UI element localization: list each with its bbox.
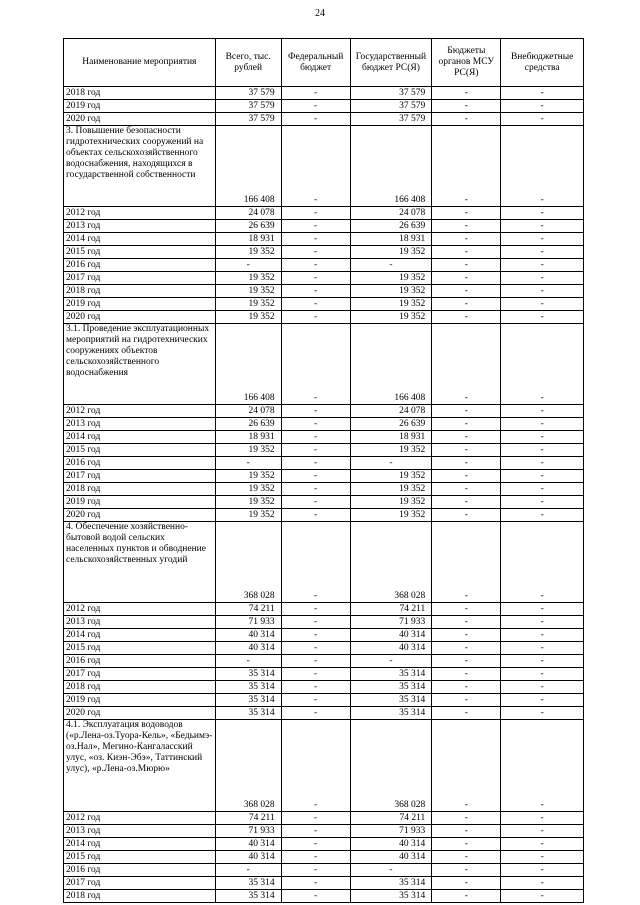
cell-state: 19 352 [350,496,432,509]
table-row [64,668,584,681]
cell-state: 35 314 [350,877,432,890]
cell-extra: - [501,838,584,851]
cell-extra: - [501,285,584,298]
row-label: 2015 год [64,246,216,259]
row-label: 2019 год [64,100,216,113]
cell-total: 19 352 [215,470,281,483]
table-row [64,233,584,246]
row-label: 2015 год [64,642,216,655]
cell-msu: - [432,220,501,233]
table-row [64,298,584,311]
cell-state: - [350,259,432,272]
table-row [64,509,584,522]
cell-total: 19 352 [215,509,281,522]
budget-table [63,38,584,903]
header-total: Всего, тыс. рублей [215,39,281,87]
cell-extra: - [501,616,584,629]
cell-extra: - [501,642,584,655]
cell-total: 74 211 [215,603,281,616]
row-label: 2014 год [64,233,216,246]
cell-msu: - [432,629,501,642]
row-label: 2017 год [64,272,216,285]
cell-total: 19 352 [215,272,281,285]
cell-extra: - [501,113,584,126]
cell-extra: - [501,100,584,113]
cell-state: 35 314 [350,890,432,903]
cell-state: 368 028 [350,522,432,603]
cell-extra: - [501,220,584,233]
cell-extra: - [501,246,584,259]
cell-state: 19 352 [350,483,432,496]
table-row [64,629,584,642]
cell-msu: - [432,285,501,298]
cell-federal: - [281,707,350,720]
cell-total: 40 314 [215,851,281,864]
cell-total: 19 352 [215,298,281,311]
cell-state: 35 314 [350,681,432,694]
cell-extra: - [501,812,584,825]
table-row [64,681,584,694]
cell-state: 19 352 [350,272,432,285]
cell-extra: - [501,668,584,681]
row-label: 2014 год [64,629,216,642]
cell-total: 40 314 [215,838,281,851]
cell-extra: - [501,311,584,324]
cell-total: 35 314 [215,707,281,720]
cell-state: 71 933 [350,825,432,838]
cell-federal: - [281,126,350,207]
cell-federal: - [281,694,350,707]
cell-msu: - [432,694,501,707]
cell-msu: - [432,616,501,629]
table-row [64,272,584,285]
row-label: 2018 год [64,681,216,694]
cell-msu: - [432,877,501,890]
cell-state: 71 933 [350,616,432,629]
cell-total: 19 352 [215,444,281,457]
cell-state: 26 639 [350,418,432,431]
cell-federal: - [281,668,350,681]
table-row [64,405,584,418]
row-label: 2019 год [64,694,216,707]
cell-federal: - [281,233,350,246]
cell-state: 40 314 [350,838,432,851]
cell-msu: - [432,509,501,522]
cell-state: 19 352 [350,470,432,483]
cell-msu: - [432,405,501,418]
cell-msu: - [432,100,501,113]
cell-total: 368 028 [215,720,281,812]
cell-extra: - [501,877,584,890]
cell-state: 19 352 [350,246,432,259]
cell-extra: - [501,431,584,444]
cell-total: - [215,655,281,668]
cell-state: 35 314 [350,707,432,720]
header-name: Наименование мероприятия [64,39,216,87]
cell-federal: - [281,655,350,668]
table-row [64,470,584,483]
cell-state: 40 314 [350,629,432,642]
cell-total: 19 352 [215,483,281,496]
cell-federal: - [281,812,350,825]
table-row [64,113,584,126]
cell-extra: - [501,890,584,903]
cell-total: 26 639 [215,418,281,431]
section-row [64,126,584,207]
cell-msu: - [432,890,501,903]
cell-extra: - [501,405,584,418]
cell-msu: - [432,681,501,694]
table-row [64,603,584,616]
row-label: 2017 год [64,470,216,483]
row-label: 2014 год [64,431,216,444]
cell-state: 19 352 [350,311,432,324]
cell-federal: - [281,324,350,405]
cell-extra: - [501,457,584,470]
row-label: 2013 год [64,220,216,233]
cell-total: 19 352 [215,246,281,259]
cell-msu: - [432,720,501,812]
cell-total: - [215,457,281,470]
cell-extra: - [501,522,584,603]
cell-federal: - [281,405,350,418]
table-row [64,431,584,444]
row-label: 2016 год [64,655,216,668]
cell-federal: - [281,418,350,431]
cell-state: 37 579 [350,87,432,100]
cell-total: 18 931 [215,431,281,444]
row-label: 3. Повышение безопасности гидротехнических сооружений на объектах сельскохозяйственного водоснабжения, находящихся в государственной собственности [64,126,216,207]
row-label: 2020 год [64,707,216,720]
table-row [64,457,584,470]
cell-state: 37 579 [350,113,432,126]
header-msu: Бюджеты органов МСУ РС(Я) [432,39,501,87]
row-label: 2020 год [64,311,216,324]
row-label: 2012 год [64,207,216,220]
cell-extra: - [501,444,584,457]
cell-msu: - [432,812,501,825]
cell-state: 166 408 [350,324,432,405]
cell-federal: - [281,246,350,259]
cell-total: 35 314 [215,890,281,903]
cell-total: - [215,259,281,272]
cell-total: 71 933 [215,616,281,629]
cell-state: 26 639 [350,220,432,233]
cell-msu: - [432,707,501,720]
cell-msu: - [432,496,501,509]
cell-extra: - [501,825,584,838]
cell-federal: - [281,890,350,903]
cell-total: 368 028 [215,522,281,603]
cell-total: 26 639 [215,220,281,233]
cell-extra: - [501,298,584,311]
row-label: 2012 год [64,405,216,418]
cell-federal: - [281,603,350,616]
cell-federal: - [281,444,350,457]
cell-total: 37 579 [215,113,281,126]
table-row [64,694,584,707]
cell-federal: - [281,100,350,113]
cell-federal: - [281,87,350,100]
cell-extra: - [501,864,584,877]
table-row [64,483,584,496]
cell-federal: - [281,431,350,444]
cell-msu: - [432,603,501,616]
cell-msu: - [432,483,501,496]
cell-msu: - [432,324,501,405]
cell-federal: - [281,298,350,311]
cell-federal: - [281,457,350,470]
header-state: Государственный бюджет РС(Я) [350,39,432,87]
header-federal: Федеральный бюджет [281,39,350,87]
cell-total: 35 314 [215,668,281,681]
row-label: 4.1. Эксплуатация водоводов («р.Лена-оз.Туора-Кель», «Бедьимэ-оз.Нал», Мегино-Кангаласский улус, «оз. Киэн-Эбэ», Таттинский улус), «р.Лена-оз.Мюрю» [64,720,216,812]
cell-extra: - [501,87,584,100]
row-label: 2017 год [64,877,216,890]
table-row [64,851,584,864]
cell-federal: - [281,681,350,694]
cell-msu: - [432,864,501,877]
cell-extra: - [501,272,584,285]
cell-state: 24 078 [350,207,432,220]
table-row [64,285,584,298]
cell-extra: - [501,233,584,246]
cell-federal: - [281,113,350,126]
cell-total: 35 314 [215,681,281,694]
cell-msu: - [432,642,501,655]
cell-state: 40 314 [350,851,432,864]
header-extra: Внебюджетные средства [501,39,584,87]
cell-federal: - [281,259,350,272]
table-row [64,838,584,851]
cell-state: 19 352 [350,285,432,298]
cell-federal: - [281,877,350,890]
row-label: 2019 год [64,298,216,311]
cell-state: 19 352 [350,444,432,457]
cell-extra: - [501,483,584,496]
table-row [64,890,584,903]
table-row [64,220,584,233]
cell-federal: - [281,285,350,298]
cell-state: 37 579 [350,100,432,113]
table-row [64,207,584,220]
cell-msu: - [432,87,501,100]
cell-msu: - [432,298,501,311]
row-label: 2016 год [64,864,216,877]
cell-msu: - [432,233,501,246]
cell-extra: - [501,603,584,616]
cell-federal: - [281,509,350,522]
row-label: 2014 год [64,838,216,851]
table-row [64,877,584,890]
cell-msu: - [432,126,501,207]
cell-total: 40 314 [215,642,281,655]
cell-total: 166 408 [215,324,281,405]
cell-msu: - [432,825,501,838]
cell-federal: - [281,522,350,603]
table-row [64,418,584,431]
row-label: 4. Обеспечение хозяйственно-бытовой водой сельских населенных пунктов и обводнение сельскохозяйственных угодий [64,522,216,603]
cell-federal: - [281,311,350,324]
page-number: 24 [315,8,325,19]
row-label: 2018 год [64,87,216,100]
row-label: 2015 год [64,444,216,457]
cell-state: - [350,655,432,668]
row-label: 2018 год [64,285,216,298]
cell-extra: - [501,259,584,272]
cell-extra: - [501,720,584,812]
row-label: 2013 год [64,825,216,838]
cell-state: - [350,457,432,470]
cell-federal: - [281,470,350,483]
cell-extra: - [501,496,584,509]
cell-msu: - [432,431,501,444]
cell-federal: - [281,851,350,864]
table-row [64,246,584,259]
cell-federal: - [281,496,350,509]
cell-federal: - [281,220,350,233]
table-row [64,311,584,324]
cell-extra: - [501,629,584,642]
section-row [64,720,584,812]
cell-state: - [350,864,432,877]
cell-total: 19 352 [215,311,281,324]
cell-state: 35 314 [350,694,432,707]
row-label: 2013 год [64,616,216,629]
cell-federal: - [281,825,350,838]
cell-extra: - [501,694,584,707]
cell-state: 166 408 [350,126,432,207]
cell-state: 368 028 [350,720,432,812]
cell-federal: - [281,629,350,642]
cell-extra: - [501,126,584,207]
section-row [64,324,584,405]
cell-extra: - [501,324,584,405]
cell-state: 74 211 [350,812,432,825]
cell-extra: - [501,418,584,431]
cell-federal: - [281,838,350,851]
cell-total: 35 314 [215,694,281,707]
cell-msu: - [432,838,501,851]
cell-msu: - [432,655,501,668]
cell-msu: - [432,418,501,431]
row-label: 3.1. Проведение эксплуатационных мероприятий на гидротехнических сооружениях объектов сельскохозяйственного водоснабжения [64,324,216,405]
row-label: 2017 год [64,668,216,681]
cell-total: - [215,864,281,877]
cell-total: 24 078 [215,405,281,418]
cell-extra: - [501,707,584,720]
row-label: 2015 год [64,851,216,864]
cell-federal: - [281,616,350,629]
row-label: 2012 год [64,603,216,616]
row-label: 2016 год [64,457,216,470]
cell-state: 35 314 [350,668,432,681]
cell-msu: - [432,851,501,864]
cell-federal: - [281,642,350,655]
table-row [64,707,584,720]
cell-msu: - [432,522,501,603]
table-row [64,864,584,877]
cell-federal: - [281,864,350,877]
table-row [64,655,584,668]
cell-extra: - [501,851,584,864]
cell-federal: - [281,720,350,812]
cell-total: 19 352 [215,285,281,298]
row-label: 2018 год [64,483,216,496]
table-header-row [64,39,584,87]
row-label: 2016 год [64,259,216,272]
cell-total: 40 314 [215,629,281,642]
cell-msu: - [432,457,501,470]
cell-total: 37 579 [215,87,281,100]
cell-federal: - [281,272,350,285]
cell-total: 71 933 [215,825,281,838]
row-label: 2020 год [64,113,216,126]
cell-federal: - [281,207,350,220]
table-row [64,616,584,629]
cell-extra: - [501,509,584,522]
row-label: 2018 год [64,890,216,903]
cell-state: 18 931 [350,233,432,246]
cell-total: 166 408 [215,126,281,207]
cell-total: 74 211 [215,812,281,825]
cell-state: 24 078 [350,405,432,418]
cell-extra: - [501,470,584,483]
cell-msu: - [432,207,501,220]
cell-state: 74 211 [350,603,432,616]
row-label: 2012 год [64,812,216,825]
cell-msu: - [432,272,501,285]
cell-total: 35 314 [215,877,281,890]
cell-msu: - [432,113,501,126]
table-row [64,444,584,457]
table-row [64,259,584,272]
cell-msu: - [432,444,501,457]
table-row [64,100,584,113]
row-label: 2020 год [64,509,216,522]
cell-total: 19 352 [215,496,281,509]
cell-state: 40 314 [350,642,432,655]
table-row [64,812,584,825]
row-label: 2013 год [64,418,216,431]
cell-msu: - [432,311,501,324]
cell-state: 19 352 [350,509,432,522]
cell-msu: - [432,246,501,259]
cell-extra: - [501,655,584,668]
row-label: 2019 год [64,496,216,509]
table-row [64,825,584,838]
table-row [64,642,584,655]
cell-federal: - [281,483,350,496]
cell-msu: - [432,259,501,272]
cell-state: 19 352 [350,298,432,311]
table-row [64,496,584,509]
cell-msu: - [432,470,501,483]
cell-total: 37 579 [215,100,281,113]
section-row [64,522,584,603]
cell-msu: - [432,668,501,681]
cell-total: 24 078 [215,207,281,220]
cell-extra: - [501,207,584,220]
cell-total: 18 931 [215,233,281,246]
cell-extra: - [501,681,584,694]
table-row [64,87,584,100]
cell-state: 18 931 [350,431,432,444]
